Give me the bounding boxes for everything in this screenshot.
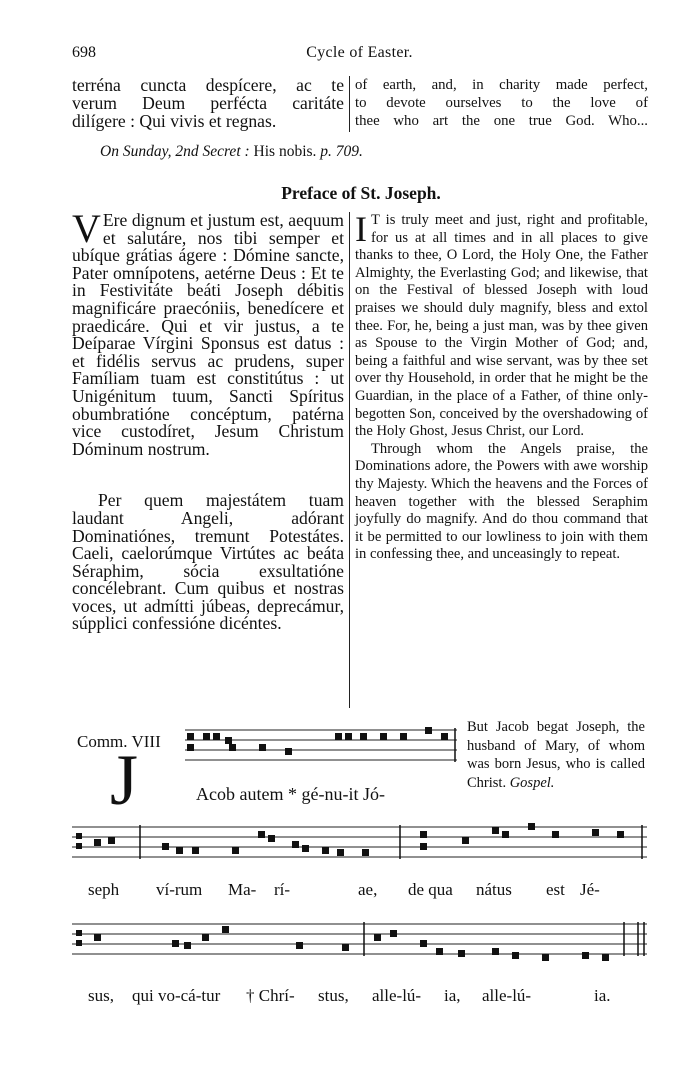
syllable: rí- (274, 880, 291, 899)
page-reference: p. 709. (320, 143, 363, 160)
english-drop-cap: I (355, 209, 367, 249)
syllable: stus, (318, 986, 349, 1005)
chant-initial: J (110, 740, 139, 820)
page-header (72, 44, 647, 64)
syllable: ví-rum (156, 880, 203, 899)
page-number: 698 (72, 44, 96, 61)
syllable: ia. (594, 986, 611, 1005)
english-line: of earth, and, in charity made perfect, (355, 77, 648, 93)
column-divider (349, 212, 350, 708)
latin-line: verum Deum perfécta caritáte (72, 93, 344, 113)
lyrics-line-3 (72, 986, 647, 1008)
syllable: de qua (408, 880, 453, 899)
syllable: est (546, 880, 565, 899)
secret-text: His nobis. (253, 143, 317, 160)
preface-english (355, 209, 648, 564)
latin-text-1: Ere dignum et justum est, aequum et salutáre, nos tibi semper et ubíque grátias ágere : Dómine sancte, Pater omnípotens, aetérne Deus : Et te in Festivitáte beáti Joseph débitis magnificáre praecóniis, benedícere et praedicáre. Qui et vir justus, a te Deíparae Vírgini Sponsus est datus : et fidélis servus ac prudens, super Famíliam tuam est constitútus : ut Unigénitum tuum, Sancti Spíritus obumbratióne concéptum, patérna vice custodíret, Jesum Christum Dóminum nostrum. (72, 210, 344, 459)
continuation-english (355, 76, 648, 130)
english-text-1: T is truly meet and just, right and profitable, for us at all times and in all places to give thanks to thee, O Lord, the Holy One, the Father Almighty, the Everlasting God; and likewise, that on the Festival of blessed Joseph with loud praises we should duly magnify, bless and extol thee. For, he, being a just man, was by thee given as Spouse to the Virgin Mother of God; and, being a faithful and wise servant, was by thee set over thy Household, in order that he might be the Guardian, in the place of a Father, of thine only-begotten Son, conceived by the overshadowing of the Holy Ghost, Jesus Christ, our Lord. (355, 212, 648, 440)
preface-body (72, 206, 650, 708)
secret-label: On Sunday, 2nd Secret : (100, 143, 250, 160)
lyrics-line-1: Acob autem * gé-nu-it Jó- (196, 784, 385, 804)
chant-staff-3 (72, 914, 647, 970)
gospel-text: But Jacob begat Joseph, the husband of Mary, of whom was born Jesus, who is called Christ. (467, 719, 645, 791)
latin-drop-cap: V (72, 206, 101, 251)
syllable: qui vo-cá-tur (132, 986, 221, 1005)
continuation-block (72, 76, 650, 132)
latin-line: terréna cuncta despícere, ac te (72, 75, 344, 95)
syllable: sus, (88, 986, 114, 1005)
english-paragraph-2: Through whom the Angels praise, the Dominations adore, the Powers with awe worship thy Majesty. Which the heavens and the Forces of heaven together with the blessed Seraphim joyfully do magnify. And do thou command that it be permitted to our lowliness to join with them in confessing thee, and unceasingly to repeat. (355, 440, 648, 563)
secret-note (100, 143, 363, 161)
syllable: † Chrí- (246, 986, 295, 1005)
preface-latin (72, 206, 344, 634)
preface-title: Preface of St. Joseph. (281, 183, 441, 203)
syllable: alle-lú- (372, 986, 422, 1005)
english-line: to devote ourselves to the love of (355, 95, 648, 111)
english-line: thee who art the one true God. Who... (355, 113, 648, 129)
latin-paragraph-1 (72, 206, 344, 459)
column-divider (349, 76, 350, 132)
running-title: Cycle of Easter. (306, 44, 413, 61)
syllable: ae, (358, 880, 378, 899)
chant-mode-label: Comm. VIII (77, 732, 161, 751)
gospel-label: Gospel. (509, 774, 555, 791)
syllable: Ma- (228, 880, 257, 899)
continuation-latin (72, 76, 344, 130)
chant-staff-1 (185, 724, 457, 774)
syllable: ia, (444, 986, 461, 1005)
syllable: nátus (476, 880, 512, 899)
latin-paragraph-2: Per quem majestátem tuam laudant Angeli, adórant Dominatiónes, tremunt Potestátes. Caeli, caelorúmque Virtútes ac beáta Séraphim, sócia exsultatióne concélebrant. Cum quibus et nostras voces, ut admítti júbeas, deprecámur, súpplici confessióne dicéntes. (72, 490, 344, 634)
latin-line: dilígere : Qui vivis et regnas. (72, 111, 277, 131)
syllable: seph (88, 880, 120, 899)
gospel-translation (467, 718, 645, 792)
syllable: alle-lú- (482, 986, 532, 1005)
english-paragraph-1 (355, 209, 648, 441)
chant-staff-2 (72, 819, 647, 869)
lyrics-line-2 (72, 880, 647, 902)
syllable: Jé- (580, 880, 600, 899)
